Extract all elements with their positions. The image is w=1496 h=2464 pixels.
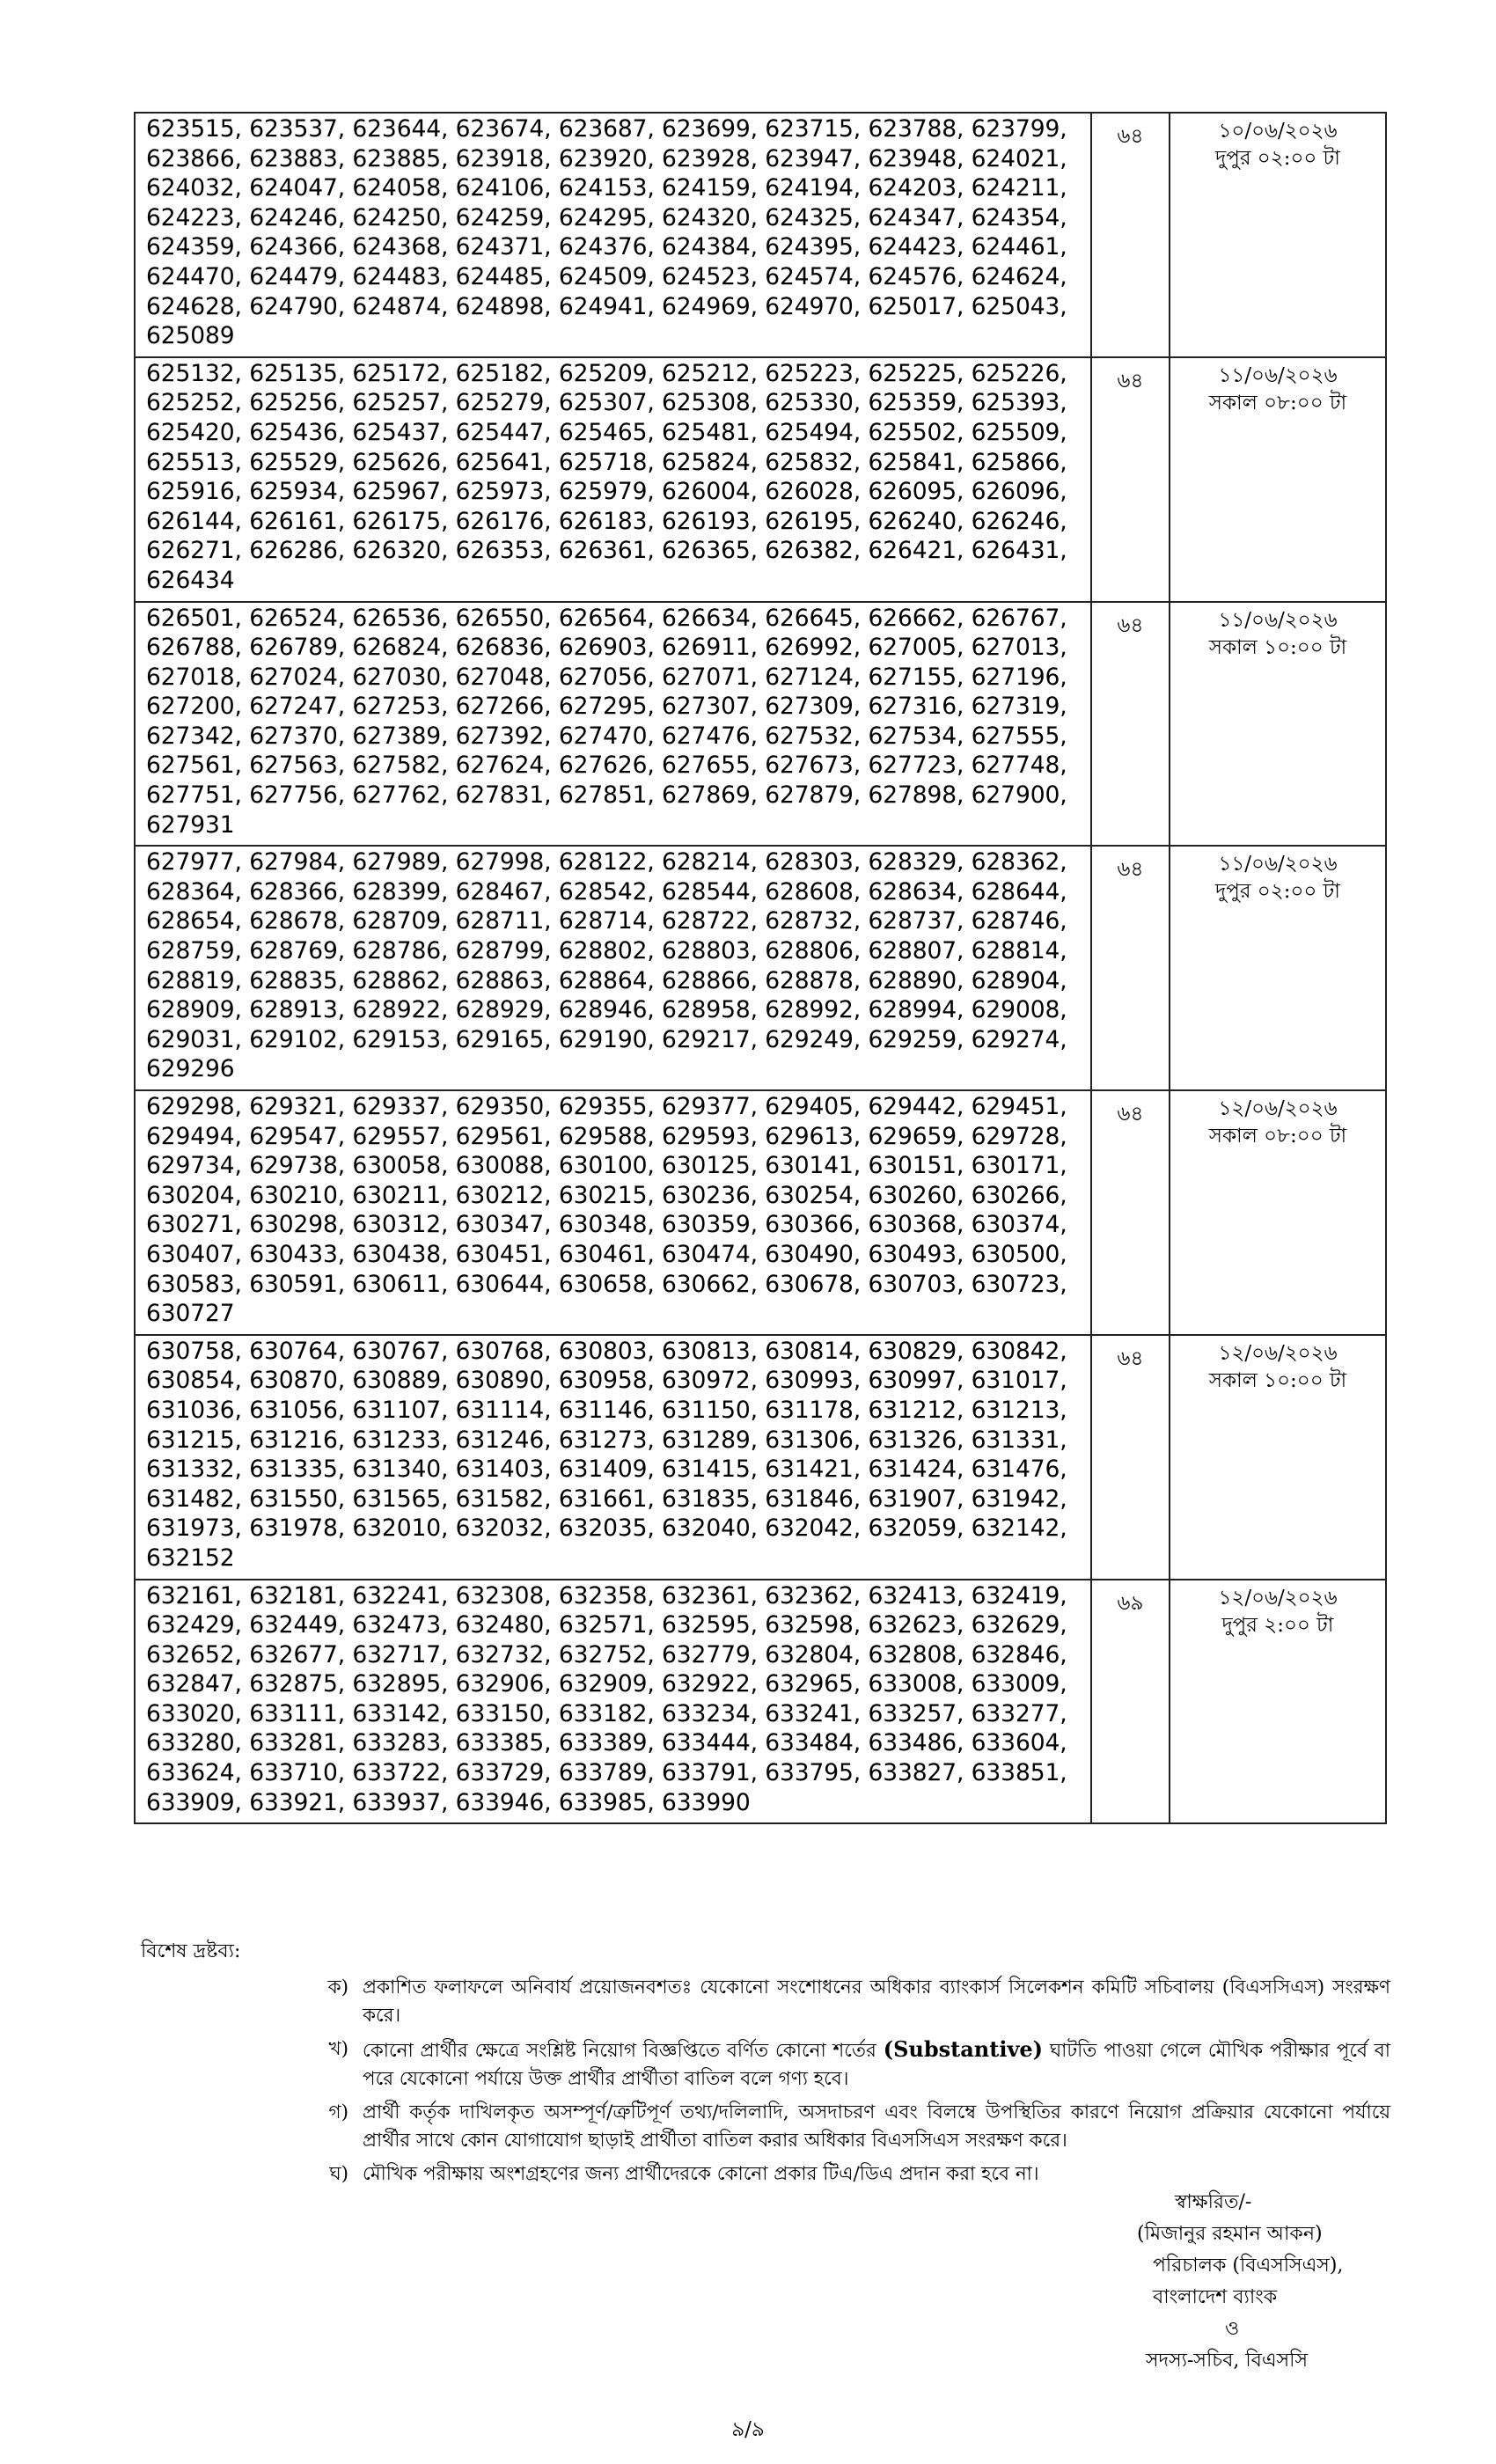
schedule-cell <box>1170 1335 1386 1580</box>
signature-block <box>1091 2187 1408 2377</box>
note-item <box>141 2035 1390 2094</box>
table-row <box>135 357 1386 602</box>
schedule-date: ১০/০৬/২০২৬ <box>1218 120 1338 143</box>
roll-numbers-cell: 632161, 632181, 632241, 632308, 632358, 632361, 632362, 632413, 632419, 632429, 632449, 632473, 632480, 632571, 632595, 632598, 632623, 632629, 632652, 632677, 632717, 632732, 632752, 632779, 632804, 632808, 632846, 632847, 632875, 632895, 632906, 632909, 632922, 632965, 633008, 633009, 633020, 633111, 633142, 633150, 633182, 633234, 633241, 633257, 633277, 633280, 633281, 633283, 633385, 633389, 633444, 633484, 633486, 633604, 633624, 633710, 633722, 633729, 633789, 633791, 633795, 633827, 633851, 633909, 633921, 633937, 633946, 633985, 633990 <box>135 1580 1091 1824</box>
schedule-time: সকাল ১০:০০ টা <box>1208 635 1347 659</box>
roll-numbers-cell: 626501, 626524, 626536, 626550, 626564, 626634, 626645, 626662, 626767, 626788, 626789, 626824, 626836, 626903, 626911, 626992, 627005, 627013, 627018, 627024, 627030, 627048, 627056, 627071, 627124, 627155, 627196, 627200, 627247, 627253, 627266, 627295, 627307, 627309, 627316, 627319, 627342, 627370, 627389, 627392, 627470, 627476, 627532, 627534, 627555, 627561, 627563, 627582, 627624, 627626, 627655, 627673, 627723, 627748, 627751, 627756, 627762, 627831, 627851, 627869, 627879, 627898, 627900, 627931 <box>135 602 1091 847</box>
note-text: প্রকাশিত ফলাফলে অনিবার্য প্রয়োজনবশতঃ যেকোনো সংশোধনের অধিকার ব্যাংকার্স সিলেকশন কমিটি সচিবালয় (বিএসসিএস) সংরক্ষণ করে। <box>363 1976 1390 2027</box>
schedule-date: ১২/০৬/২০২৬ <box>1218 1586 1338 1610</box>
candidate-count-cell: ৬৯ <box>1091 1580 1170 1824</box>
signatory-conjunction: ও <box>1225 2318 1240 2340</box>
candidate-count-cell: ৬৪ <box>1091 846 1170 1090</box>
note-marker: ক) <box>327 1976 348 1998</box>
table-row <box>135 1580 1386 1824</box>
table-row <box>135 846 1386 1090</box>
schedule-cell <box>1170 357 1386 602</box>
schedule-cell <box>1170 1580 1386 1824</box>
schedule-time: দুপুর ০২:০০ টা <box>1215 880 1340 904</box>
schedule-cell <box>1170 846 1386 1090</box>
note-marker: গ) <box>328 2101 348 2123</box>
note-text: মৌখিক পরীক্ষায় অংশগ্রহণের জন্য প্রার্থীদেরকে কোনো প্রকার টিএ/ডিএ প্রদান করা হবে না। <box>363 2163 1039 2185</box>
note-text-emphasis: (Substantive) <box>883 2036 1044 2062</box>
special-notes <box>141 1936 1390 2194</box>
note-text-part: কোনো প্রার্থীর ক্ষেত্রে সংশ্লিষ্ট নিয়োগ বিজ্ঞপ্তিতে বর্ণিত কোনো শর্তের <box>363 2040 884 2062</box>
candidate-count-cell: ৬৪ <box>1091 1335 1170 1580</box>
schedule-time: সকাল ০৮:০০ টা <box>1208 391 1347 414</box>
results-table <box>134 112 1387 1824</box>
schedule-date: ১২/০৬/২০২৬ <box>1218 1341 1338 1365</box>
notes-heading: বিশেষ দ্রষ্টব্য: <box>141 1940 241 1962</box>
table-row <box>135 113 1386 357</box>
candidate-count-cell: ৬৪ <box>1091 1090 1170 1335</box>
note-text <box>363 2035 1390 2094</box>
schedule-date: ১১/০৬/২০২৬ <box>1218 363 1338 387</box>
note-marker: ঘ) <box>329 2163 348 2185</box>
schedule-cell <box>1170 113 1386 357</box>
schedule-date: ১২/০৬/২০২৬ <box>1218 1097 1338 1120</box>
candidate-count-cell: ৬৪ <box>1091 602 1170 847</box>
signatory-organization: বাংলাদেশ ব্যাংক <box>1153 2286 1278 2308</box>
roll-numbers-cell: 629298, 629321, 629337, 629350, 629355, 629377, 629405, 629442, 629451, 629494, 629547, 629557, 629561, 629588, 629593, 629613, 629659, 629728, 629734, 629738, 630058, 630088, 630100, 630125, 630141, 630151, 630171, 630204, 630210, 630211, 630212, 630215, 630236, 630254, 630260, 630266, 630271, 630298, 630312, 630347, 630348, 630359, 630366, 630368, 630374, 630407, 630433, 630438, 630451, 630461, 630474, 630490, 630493, 630500, 630583, 630591, 630611, 630644, 630658, 630662, 630678, 630703, 630723, 630727 <box>135 1090 1091 1335</box>
note-item <box>141 1974 1390 2030</box>
signatory-designation: পরিচালক (বিএসসিএস), <box>1153 2255 1344 2277</box>
note-item <box>141 2099 1390 2155</box>
schedule-date: ১১/০৬/২০২৬ <box>1218 853 1338 876</box>
roll-numbers-cell: 623515, 623537, 623644, 623674, 623687, 623699, 623715, 623788, 623799, 623866, 623883, 623885, 623918, 623920, 623928, 623947, 623948, 624021, 624032, 624047, 624058, 624106, 624153, 624159, 624194, 624203, 624211, 624223, 624246, 624250, 624259, 624295, 624320, 624325, 624347, 624354, 624359, 624366, 624368, 624371, 624376, 624384, 624395, 624423, 624461, 624470, 624479, 624483, 624485, 624509, 624523, 624574, 624576, 624624, 624628, 624790, 624874, 624898, 624941, 624969, 624970, 625017, 625043, 625089 <box>135 113 1091 357</box>
schedule-time: দুপুর ২:০০ টা <box>1221 1613 1334 1637</box>
schedule-time: দুপুর ০২:০০ টা <box>1215 147 1340 170</box>
roll-numbers-cell: 627977, 627984, 627989, 627998, 628122, 628214, 628303, 628329, 628362, 628364, 628366, 628399, 628467, 628542, 628544, 628608, 628634, 628644, 628654, 628678, 628709, 628711, 628714, 628722, 628732, 628737, 628746, 628759, 628769, 628786, 628799, 628802, 628803, 628806, 628807, 628814, 628819, 628835, 628862, 628863, 628864, 628866, 628878, 628890, 628904, 628909, 628913, 628922, 628929, 628946, 628958, 628992, 628994, 629008, 629031, 629102, 629153, 629165, 629190, 629217, 629249, 629259, 629274, 629296 <box>135 846 1091 1090</box>
candidate-count-cell: ৬৪ <box>1091 113 1170 357</box>
schedule-date: ১১/০৬/২০২৬ <box>1218 608 1338 632</box>
page-number: ৯/৯ <box>731 2418 765 2441</box>
signature-signed-label: স্বাক্ষরিত/- <box>1175 2191 1252 2213</box>
table-row <box>135 1090 1386 1335</box>
note-item <box>141 2160 1390 2189</box>
note-marker: খ) <box>328 2038 348 2060</box>
note-text-part: ঘাটতি পাওয়া গেলে মৌখিক পরীক্ষার পূর্বে বা পরে যেকোনো পর্যায়ে উক্ত প্রার্থীর প্রার্থীতা বাতিল বলে গণ্য হবে। <box>363 2040 1390 2090</box>
candidate-count-cell: ৬৪ <box>1091 357 1170 602</box>
schedule-time: সকাল ১০:০০ টা <box>1208 1368 1347 1392</box>
schedule-cell <box>1170 1090 1386 1335</box>
signatory-name: (মিজানুর রহমান আকন) <box>1137 2223 1323 2245</box>
roll-numbers-cell: 625132, 625135, 625172, 625182, 625209, 625212, 625223, 625225, 625226, 625252, 625256, 625257, 625279, 625307, 625308, 625330, 625359, 625393, 625420, 625436, 625437, 625447, 625465, 625481, 625494, 625502, 625509, 625513, 625529, 625626, 625641, 625718, 625824, 625832, 625841, 625866, 625916, 625934, 625967, 625973, 625979, 626004, 626028, 626095, 626096, 626144, 626161, 626175, 626176, 626183, 626193, 626195, 626240, 626246, 626271, 626286, 626320, 626353, 626361, 626365, 626382, 626421, 626431, 626434 <box>135 357 1091 602</box>
table-row <box>135 602 1386 847</box>
note-text: প্রার্থী কর্তৃক দাখিলকৃত অসম্পূর্ণ/ত্রুটিপূর্ণ তথ্য/দলিলাদি, অসদাচরণ এবং বিলম্বে উপস্থিতির কারণে নিয়োগ প্রক্রিয়ার যেকোনো পর্যায়ে প্রার্থীর সাথে কোন যোগাযোগ ছাড়াই প্রার্থীতা বাতিল করার অধিকার বিএসসিএস সংরক্ষণ করে। <box>363 2101 1390 2152</box>
roll-numbers-cell: 630758, 630764, 630767, 630768, 630803, 630813, 630814, 630829, 630842, 630854, 630870, 630889, 630890, 630958, 630972, 630993, 630997, 631017, 631036, 631056, 631107, 631114, 631146, 631150, 631178, 631212, 631213, 631215, 631216, 631233, 631246, 631273, 631289, 631306, 631326, 631331, 631332, 631335, 631340, 631403, 631409, 631415, 631421, 631424, 631476, 631482, 631550, 631565, 631582, 631661, 631835, 631846, 631907, 631942, 631973, 631978, 632010, 632032, 632035, 632040, 632042, 632059, 632142, 632152 <box>135 1335 1091 1580</box>
schedule-cell <box>1170 602 1386 847</box>
schedule-time: সকাল ০৮:০০ টা <box>1208 1125 1347 1148</box>
signatory-secondary-designation: সদস্য-সচিব, বিএসসি <box>1146 2350 1309 2372</box>
table-row <box>135 1335 1386 1580</box>
